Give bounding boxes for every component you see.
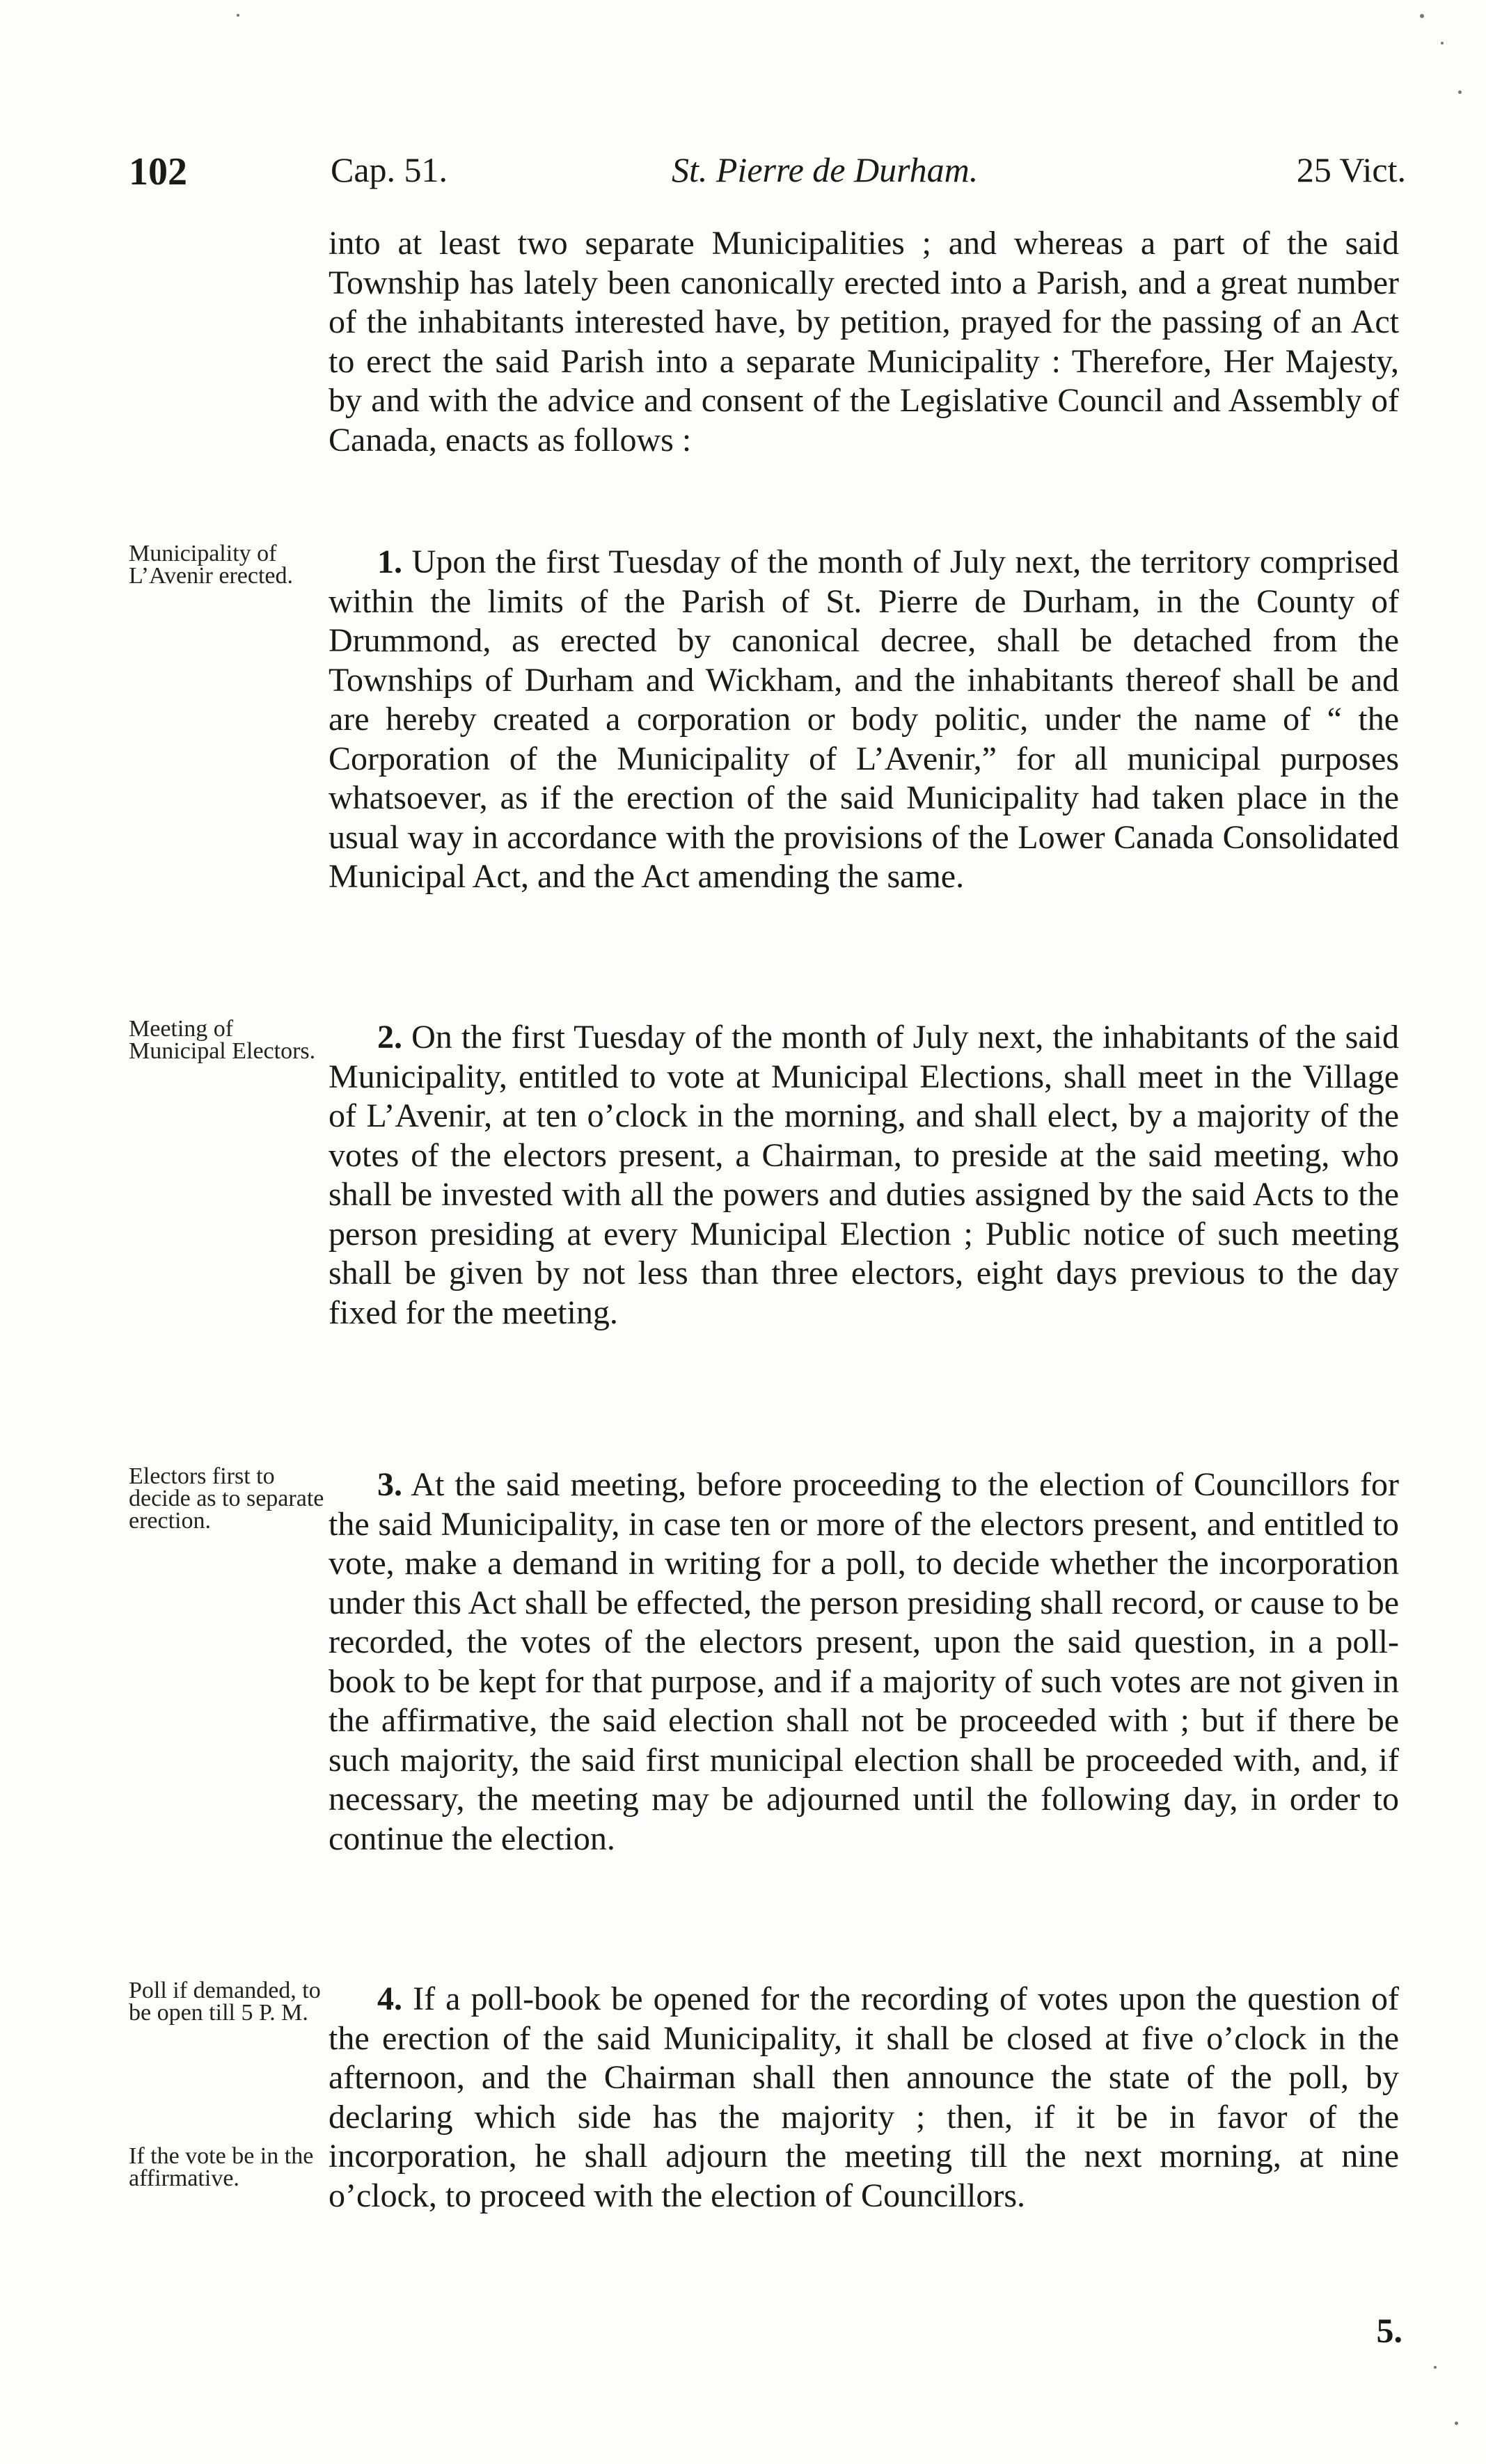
margin-note: Poll if demanded, to be open till 5 P. M. [129,1978,321,2026]
chapter-number: Cap. 51. [331,150,448,189]
catchword: 5. [1376,2311,1402,2350]
section-body [329,1018,1399,1333]
section-text: If a poll-book be opened for the recording of votes upon the question of the erection of the said Municipality, it shall be closed at five o’clock in the afternoon, and the Chairman shall then announce the state of the poll, by declaring which side has the majority ; then, if it be in favor of the incorporation, he shall adjourn the meeting till the next morning, at nine o’clock, to proceed with the election of Councillors. [329,1980,1400,2214]
scan-speck [1434,2366,1437,2369]
margin-note: Meeting of Municipal Electors. [129,1016,316,1064]
section-number: 3. [377,1466,402,1503]
section-body [329,1465,1399,1859]
scan-speck [237,14,239,17]
section-body [329,543,1399,897]
preamble-paragraph [329,224,1399,460]
section-number: 1. [377,543,402,580]
section-body [329,1980,1399,2216]
margin-note: If the vote be in the affirmative. [129,2143,314,2191]
scan-speck [1420,14,1424,18]
section-number: 2. [377,1019,402,1056]
page-number: 102 [129,150,187,193]
scan-speck [1458,90,1462,94]
regnal-year: 25 Vict. [1296,150,1406,189]
preamble-text: into at least two separate Municipalities ; and whereas a part of the said Township has lately been canonically erected into a Parish, and a great number of the inhabitants interested have, by petition, prayed for the passing of an Act to erect the said Parish into a separate Municipality : Therefore, Her Majesty, by and with the advice and consent of the Legislative Council and Assembly of Canada, enacts as follows : [329,225,1399,459]
running-title: St. Pierre de Durham. [672,150,979,189]
scan-speck [1441,42,1444,45]
section-number: 4. [377,1980,402,2017]
scan-speck [1455,2422,1458,2425]
section-text: On the first Tuesday of the month of July next, the inhabitants of the said Municipality, entitled to vote at Municipal Elections, shall meet in the Village of L’Avenir, at ten o’clock in the morning, and shall elect, by a majority of the votes of the electors present, a Chairman, to preside at the said meeting, who shall be invested with all the powers and duties assigned by the said Acts to the person presiding at every Municipal Election ; Public notice of such meeting shall be given by not less than three electors, eight days previous to the day fixed for the meeting. [329,1019,1399,1331]
section-text: Upon the first Tuesday of the month of July next, the territory comprised within the limits of the Parish of St. Pierre de Durham, in the County of Drummond, as erected by canonical decree, shall be detached from the Townships of Durham and Wickham, and the inhabitants thereof shall be and are hereby created a corporation or body politic, under the name of “ the Corporation of the Municipality of L’Avenir,” for all municipal purposes whatsoever, as if the erection of the said Municipality had taken place in the usual way in accordance with the provisions of the Lower Canada Consolidated Municipal Act, and the Act amending the same. [329,543,1399,895]
section-text: At the said meeting, before proceeding to the election of Councillors for the said Municipality, in case ten or more of the electors present, and entitled to vote, make a demand in writing for a poll, to decide whether the incorporation under this Act shall be effected, the person presiding shall record, or cause to be recorded, the votes of the electors present, upon the said question, in a poll-book to be kept for that purpose, and if a majority of such votes are not given in the affirmative, the said election shall not be proceeded with ; but if there be such majority, the said first municipal election shall be proceeded with, and, if necessary, the meeting may be adjourned until the following day, in order to continue the election. [329,1466,1399,1857]
margin-note: Municipality of L’Avenir erected. [129,541,293,589]
margin-note: Electors first to decide as to separate erection. [129,1463,324,1534]
page-header [129,150,1406,198]
